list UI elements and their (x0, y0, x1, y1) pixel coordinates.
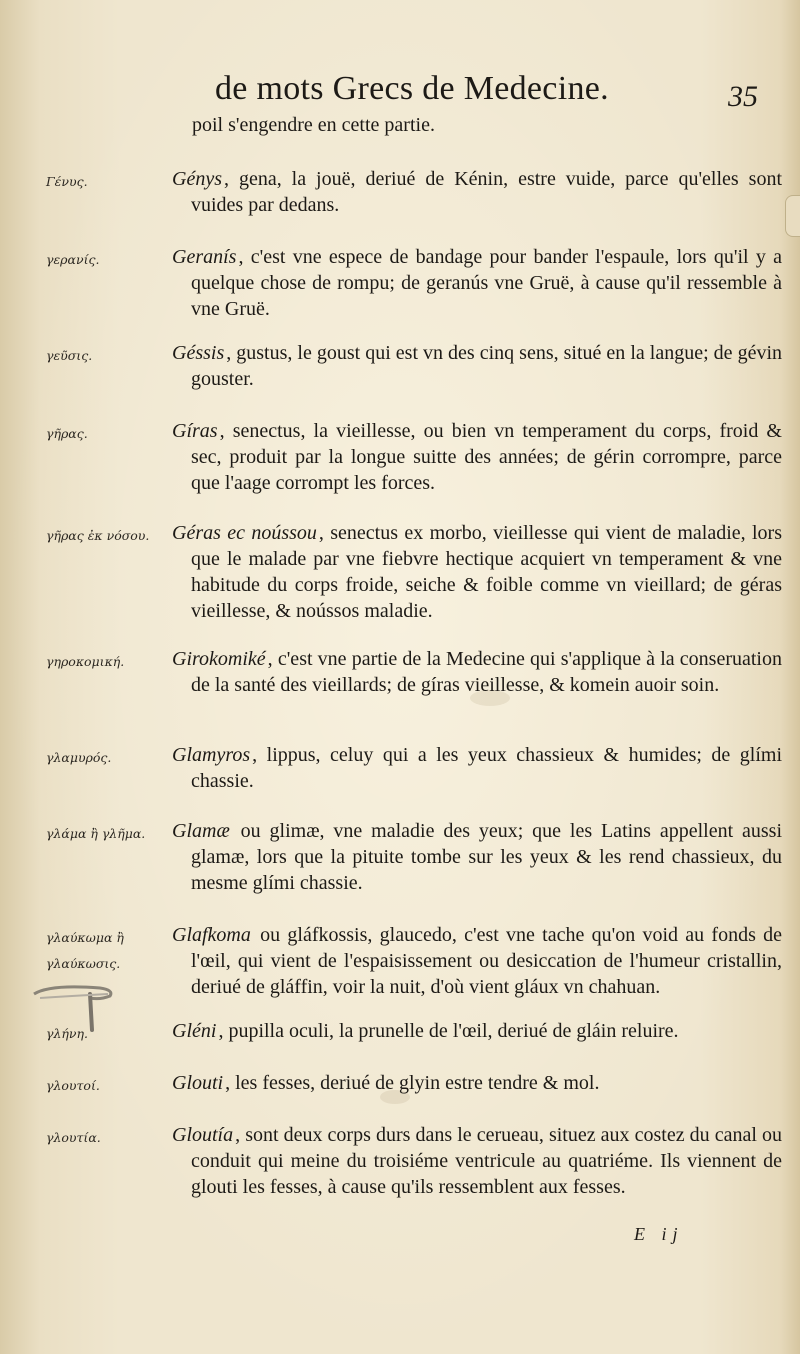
definition: ou gláfkossis, glaucedo, c'est vne tache qu'on void au fonds de l'œil, qui vient de l'espaisissement ou desiccation de l'humeur cristallin, deriué de gláffin, voir la nuit, d'où vient gláux vn chahuan. (191, 924, 782, 998)
signature-mark: E ij (634, 1224, 684, 1244)
entry-text (172, 1122, 782, 1200)
headword: Géssis (172, 342, 225, 364)
entry-text (172, 418, 782, 496)
headword: Girokomiké (172, 648, 266, 670)
greek-term: γηροκομική. (46, 654, 125, 669)
greek-term: γλουτία. (46, 1130, 101, 1145)
entry-text (172, 340, 782, 392)
definition: , c'est vne partie de la Medecine qui s'applique à la conseruation de la santé des vieillards; de gíras vieillesse, & komein auoir soin. (191, 648, 782, 696)
greek-term: γλάμα ἢ γλῆμα. (46, 826, 146, 841)
headword: Gléni (172, 1020, 217, 1042)
continuation-line: poil s'engendre en cette partie. (192, 114, 435, 136)
definition: , pupilla oculi, la prunelle de l'œil, deriué de gláin reluire. (218, 1020, 679, 1042)
entry-text (172, 520, 782, 624)
definition: , les fesses, deriué de glyin estre tendre & mol. (225, 1072, 600, 1094)
entry-text (172, 742, 782, 794)
headword: Glamyros (172, 744, 251, 766)
definition: ou glimæ, vne maladie des yeux; que les Latins appellent aussi glamæ, lors que la pituite tombe sur les yeux & les rend chassieux, du mesme glími chassie. (191, 820, 782, 894)
greek-term: γῆρας. (46, 426, 88, 441)
definition: , c'est vne espece de bandage pour bander l'espaule, lors qu'il y a quelque chose de rompu; de geranús vne Gruë, à cause qu'il ressemble à vne Gruë. (191, 246, 782, 320)
greek-term: γλήνη. (46, 1026, 88, 1041)
headword: Geranís (172, 246, 237, 268)
headword: Glamæ (172, 820, 230, 842)
entry-text (172, 1070, 782, 1096)
definition: , sont deux corps durs dans le cerueau, situez aux costez du canal ou conduit qui meine du troisiéme ventricule au quatriéme. Ils viennent de glouti les fesses, à cause qu'ils ressemblent aux fesses. (191, 1124, 782, 1198)
headword: Glafkoma (172, 924, 251, 946)
greek-term: γλουτοί. (46, 1078, 100, 1093)
definition: , lippus, celuy qui a les yeux chassieux & humides; de glími chassie. (191, 744, 782, 792)
page-edge-tab (785, 195, 800, 237)
headword: Gloutía (172, 1124, 234, 1146)
definition: , gena, la jouë, deriué de Kénin, estre vuide, parce qu'elles sont vuides par dedans. (191, 168, 782, 216)
entry-text (172, 166, 782, 218)
greek-term: γλαύκωμα ἢ γλαύκωσις. (46, 930, 124, 971)
entry-text (172, 244, 782, 322)
headword: Géras ec noússou (172, 522, 317, 544)
greek-term: γεῦσις. (46, 348, 93, 363)
greek-term: γλαμυρός. (46, 750, 112, 765)
entry-text (172, 922, 782, 1000)
headword: Génys (172, 168, 222, 190)
entry-text (172, 646, 782, 698)
definition: , senectus, la vieillesse, ou bien vn temperament du corps, froid & sec, produit par la longue suitte des années; de gérin corrompre, parce que l'aage corrompt les forces. (191, 420, 782, 494)
greek-term: Γένυς. (46, 174, 88, 189)
headword: Glouti (172, 1072, 224, 1094)
greek-term: γερανίς. (46, 252, 100, 267)
headword: Gíras (172, 420, 218, 442)
page-clip-icon (30, 982, 130, 1042)
running-head: de mots Grecs de Medecine. (215, 70, 609, 107)
definition: , senectus ex morbo, vieillesse qui vient de maladie, lors que le malade par vne fiebvre hectique acquiert vn temperament & vne habitude du corps froide, seiche & foible comme vn vieillard; de géras vieillesse, & noússos maladie. (191, 522, 782, 622)
entry-text (172, 818, 782, 896)
greek-term: γῆρας ἐκ νόσου. (46, 528, 150, 543)
definition: , gustus, le goust qui est vn des cinq sens, situé en la langue; de gévin gouster. (191, 342, 782, 390)
entry-text (172, 1018, 782, 1044)
page-number: 35 (728, 80, 758, 113)
